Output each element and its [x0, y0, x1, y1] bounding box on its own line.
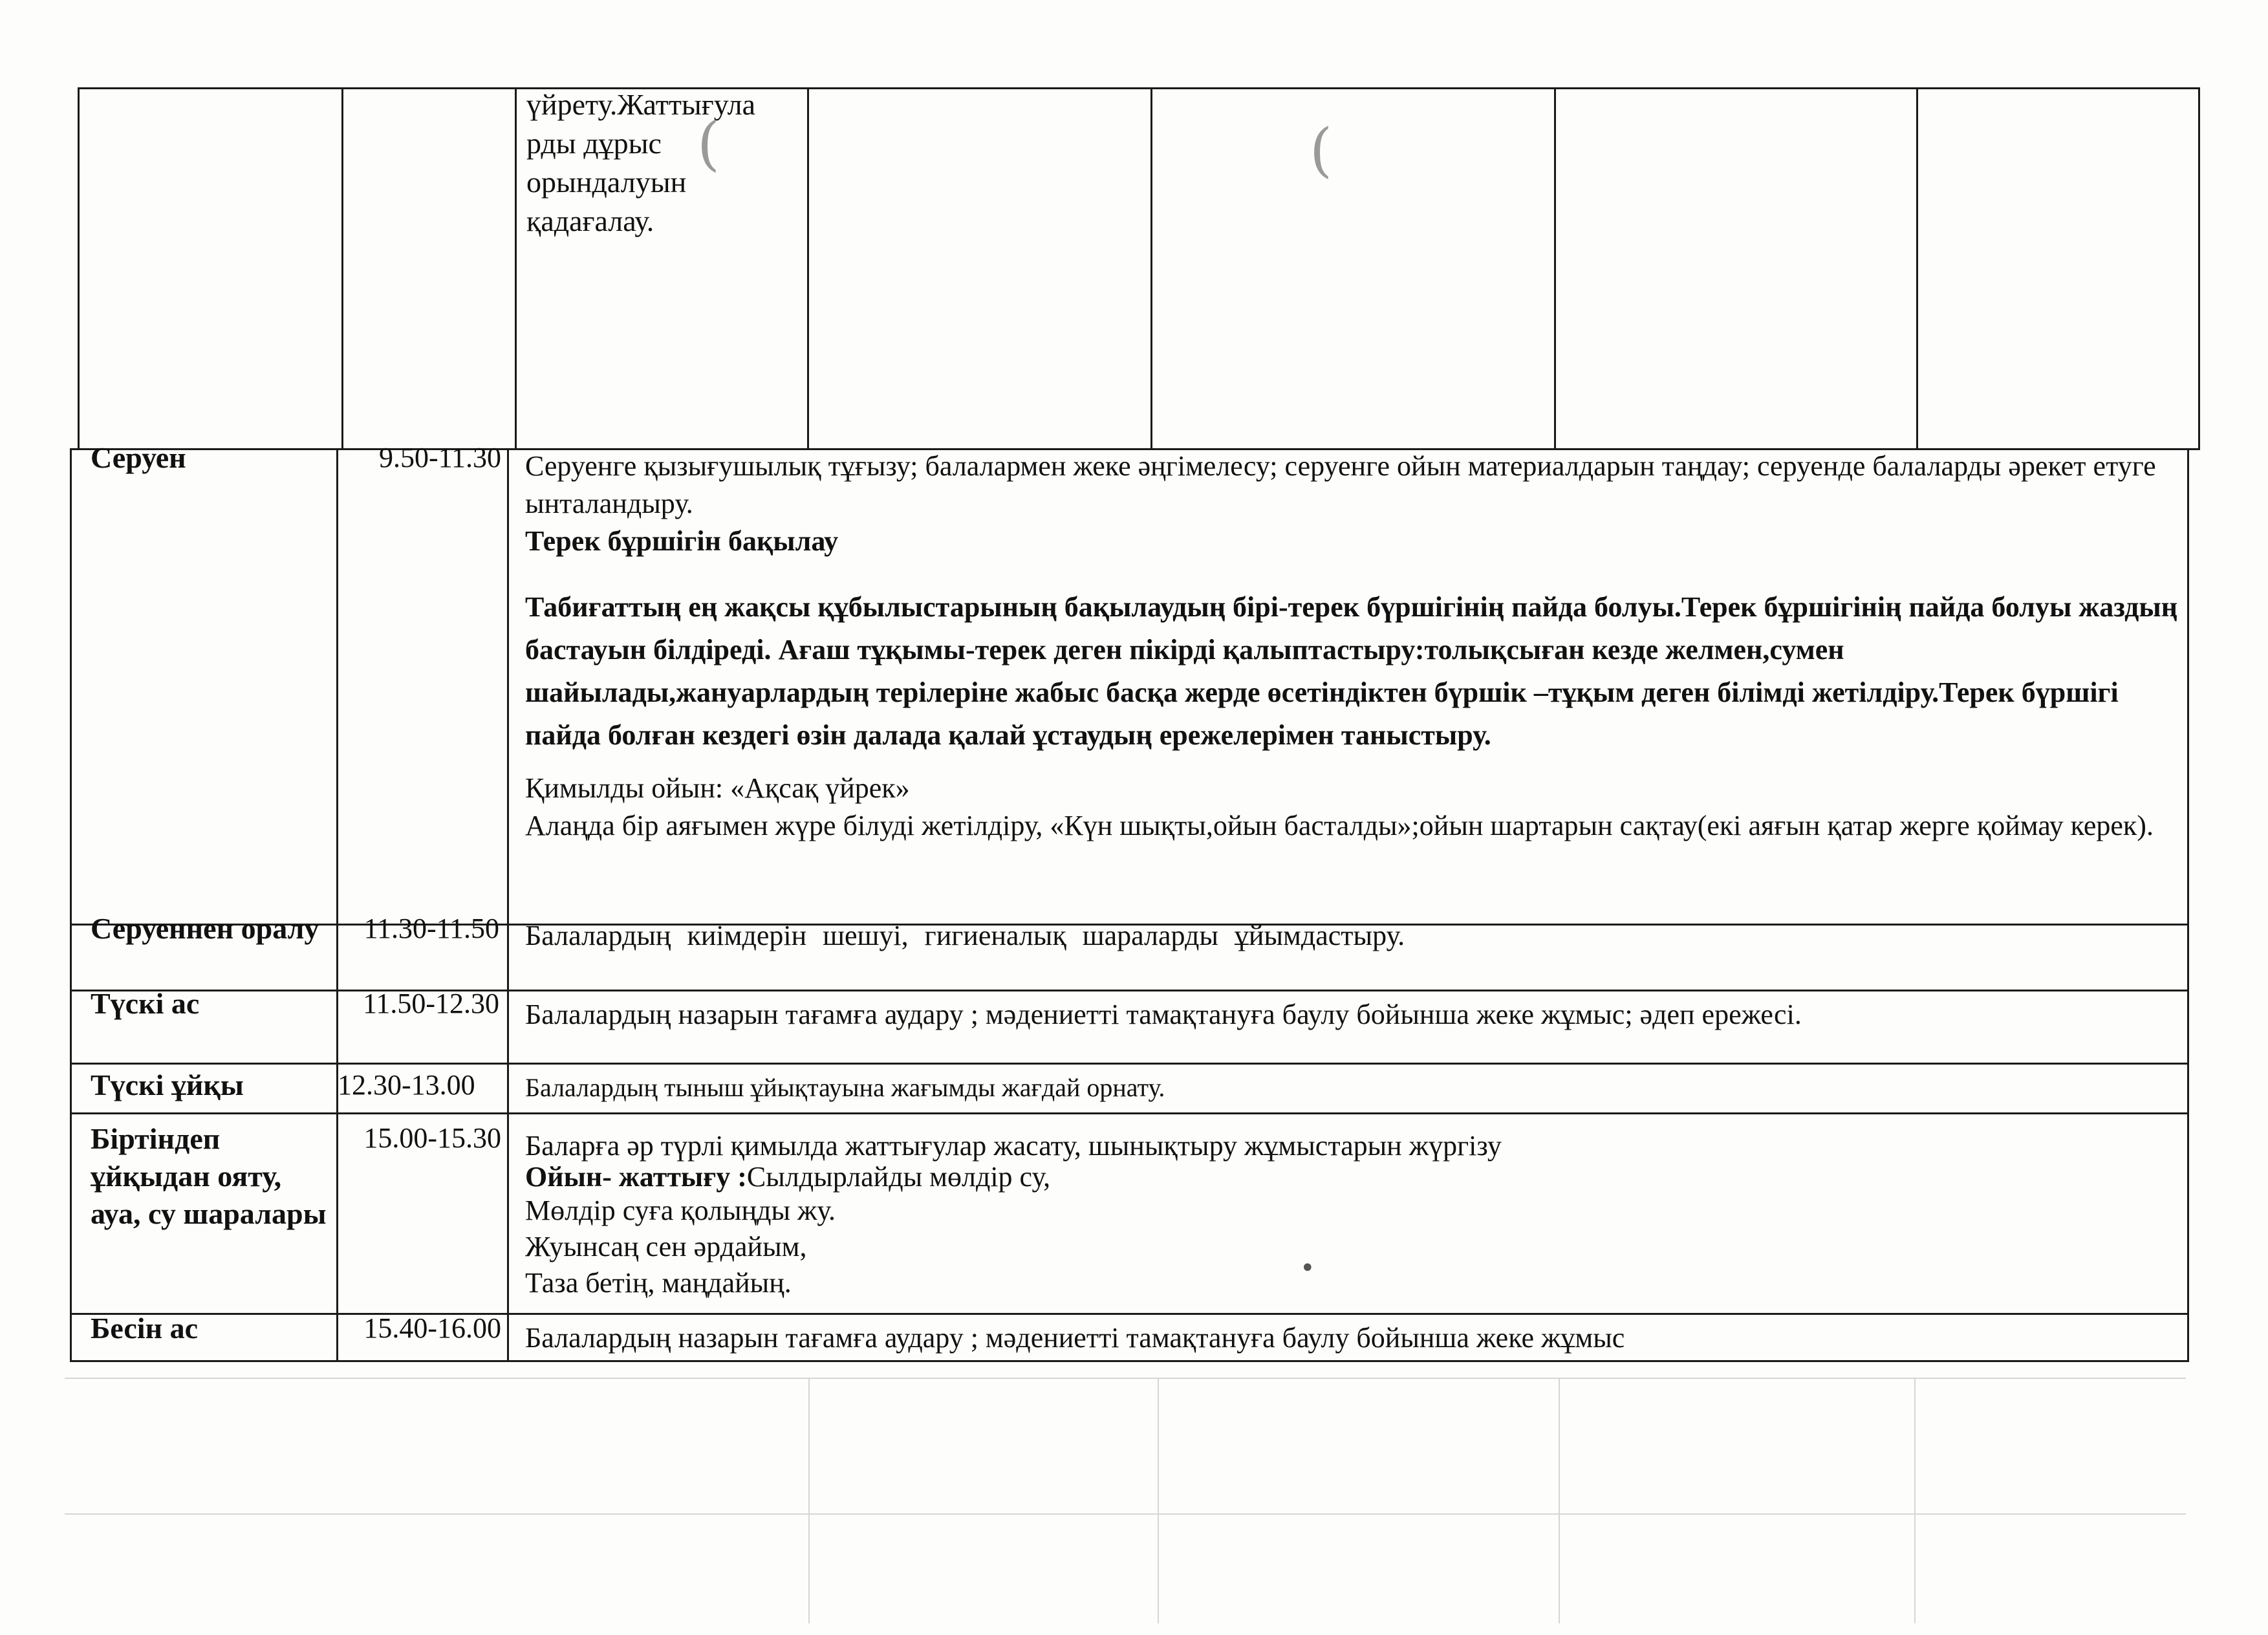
bleed-through-line — [808, 1378, 810, 1623]
table-border — [341, 87, 343, 450]
table-border — [78, 87, 2200, 89]
bleed-through-line — [1914, 1378, 1916, 1623]
table-border — [507, 448, 509, 1362]
table-border — [1554, 87, 1556, 450]
row-content-seruen — [525, 448, 2181, 923]
bleed-through-line — [65, 1378, 2186, 1379]
row-time-return: 11.30-11.50 — [363, 913, 499, 944]
seruen-heading: Терек бұршігін бақылау — [525, 525, 839, 557]
bleed-through-line — [65, 1513, 2186, 1515]
table-border — [515, 87, 517, 450]
table-border — [70, 448, 72, 1362]
seruen-intro: Серуенге қызығушылық тұғызу; балалармен жеке әңгімелесу; серуенге ойын материалдарын таңдау; серуенде балаларды әрекет етуге ынталандыру. — [525, 450, 2156, 519]
row-time-nap: 12.30-13.00 — [338, 1069, 475, 1101]
pencil-mark: ( — [1310, 116, 1333, 184]
row-label-snack: Бесін ас — [91, 1312, 199, 1345]
row-content-return: Балалардың киімдерін шешуі, гигиеналық шараларды ұйымдастыру. — [525, 920, 1405, 951]
table-border — [70, 1112, 2188, 1114]
wakeup-verse-line-2: Мөлдір суға қолыңды жу. — [525, 1195, 836, 1226]
bleed-through-line — [1559, 1378, 1560, 1623]
row-label-wakeup: Біртіндеп ұйқыдан ояту, ауа, су шаралары — [91, 1122, 327, 1230]
pencil-mark: ( — [697, 110, 720, 178]
seruen-body: Табиғаттың ең жақсы құбылыстарының бақылаудың бірі-терек бүршігінің пайда болуы.Терек бұршігінің пайда болуы жаздың бастауын білдіреді. Ағаш тұқымы-терек деген пікірді қалыптастыру:толықсыған кезде желмен,сумен шайылады,жануарлардың терілеріне жабыс басқа жерде өсетіндіктен бүршік –тұқым деген білімді жетілдіру.Терек бүршігі пайда болған кездегі өзін далада қалай ұстаудың ережелерімен таныстыру. — [525, 591, 2178, 751]
continuation-text: үйрету.Жаттығула рды дұрыс орындалуын қадағалау. — [526, 88, 756, 237]
seruen-game-title: Қимылды ойын: «Ақсақ үйрек» — [525, 772, 910, 804]
smudge-mark: • — [1300, 1253, 1315, 1283]
bleed-through-line — [1158, 1378, 1159, 1623]
row-label-nap: Түскі ұйқы — [91, 1068, 244, 1101]
row-label-seruen: Серуен — [91, 441, 186, 474]
table-border — [2198, 87, 2200, 450]
table-border — [70, 1360, 2188, 1362]
row-content-nap: Балалардың тыныш ұйықтауына жағымды жағдай орнату. — [525, 1073, 1165, 1102]
seruen-game-text: Алаңда бір аяғымен жүре білуді жетілдіру, «Күн шықты,ойын басталды»;ойын шартарын сақтау(екі аяғын қатар жерге қоймау керек). — [525, 810, 2154, 841]
row-content-snack: Балалардың назарын тағамға аудару ; мәдениетті тамақтануға баулу бойынша жеке жұмыс — [525, 1322, 1625, 1354]
row-content-lunch: Балалардың назарын тағамға аудару ; мәдениетті тамақтануға баулу бойынша жеке жұмыс; әдеп ережесі. — [525, 999, 1802, 1030]
wakeup-intro: Баларға әр түрлі қимылда жаттығулар жасату, шынықтыру жұмыстарын жүргізу — [525, 1131, 1502, 1162]
table-border — [78, 87, 80, 450]
wakeup-game-label: Ойын- жаттығу : — [525, 1161, 747, 1193]
row-time-lunch: 11.50-12.30 — [362, 988, 499, 1019]
row-label-return: Серуеннен оралу — [91, 912, 319, 945]
row-label-lunch: Түскі ас — [91, 987, 200, 1020]
row-time-snack: 15.40-16.00 — [363, 1312, 501, 1344]
wakeup-verse-line-1 — [525, 1162, 2181, 1193]
wakeup-verse-line-3: Жуынсаң сен әрдайым, — [525, 1231, 807, 1262]
wakeup-verse-text: Сылдырлайды мөлдір су, — [746, 1161, 1051, 1193]
table-border — [807, 87, 809, 450]
table-border — [70, 1063, 2188, 1065]
row-content-wakeup — [525, 1131, 2181, 1315]
row-time-seruen: 9.50-11.30 — [378, 442, 501, 473]
table-border — [336, 448, 338, 1362]
table-border — [1916, 87, 1918, 450]
table-border — [1150, 87, 1152, 450]
table-border — [2187, 448, 2189, 1362]
wakeup-verse-line-4: Таза бетің, маңдайың. — [525, 1267, 792, 1299]
row-time-wakeup: 15.00-15.30 — [363, 1122, 501, 1154]
